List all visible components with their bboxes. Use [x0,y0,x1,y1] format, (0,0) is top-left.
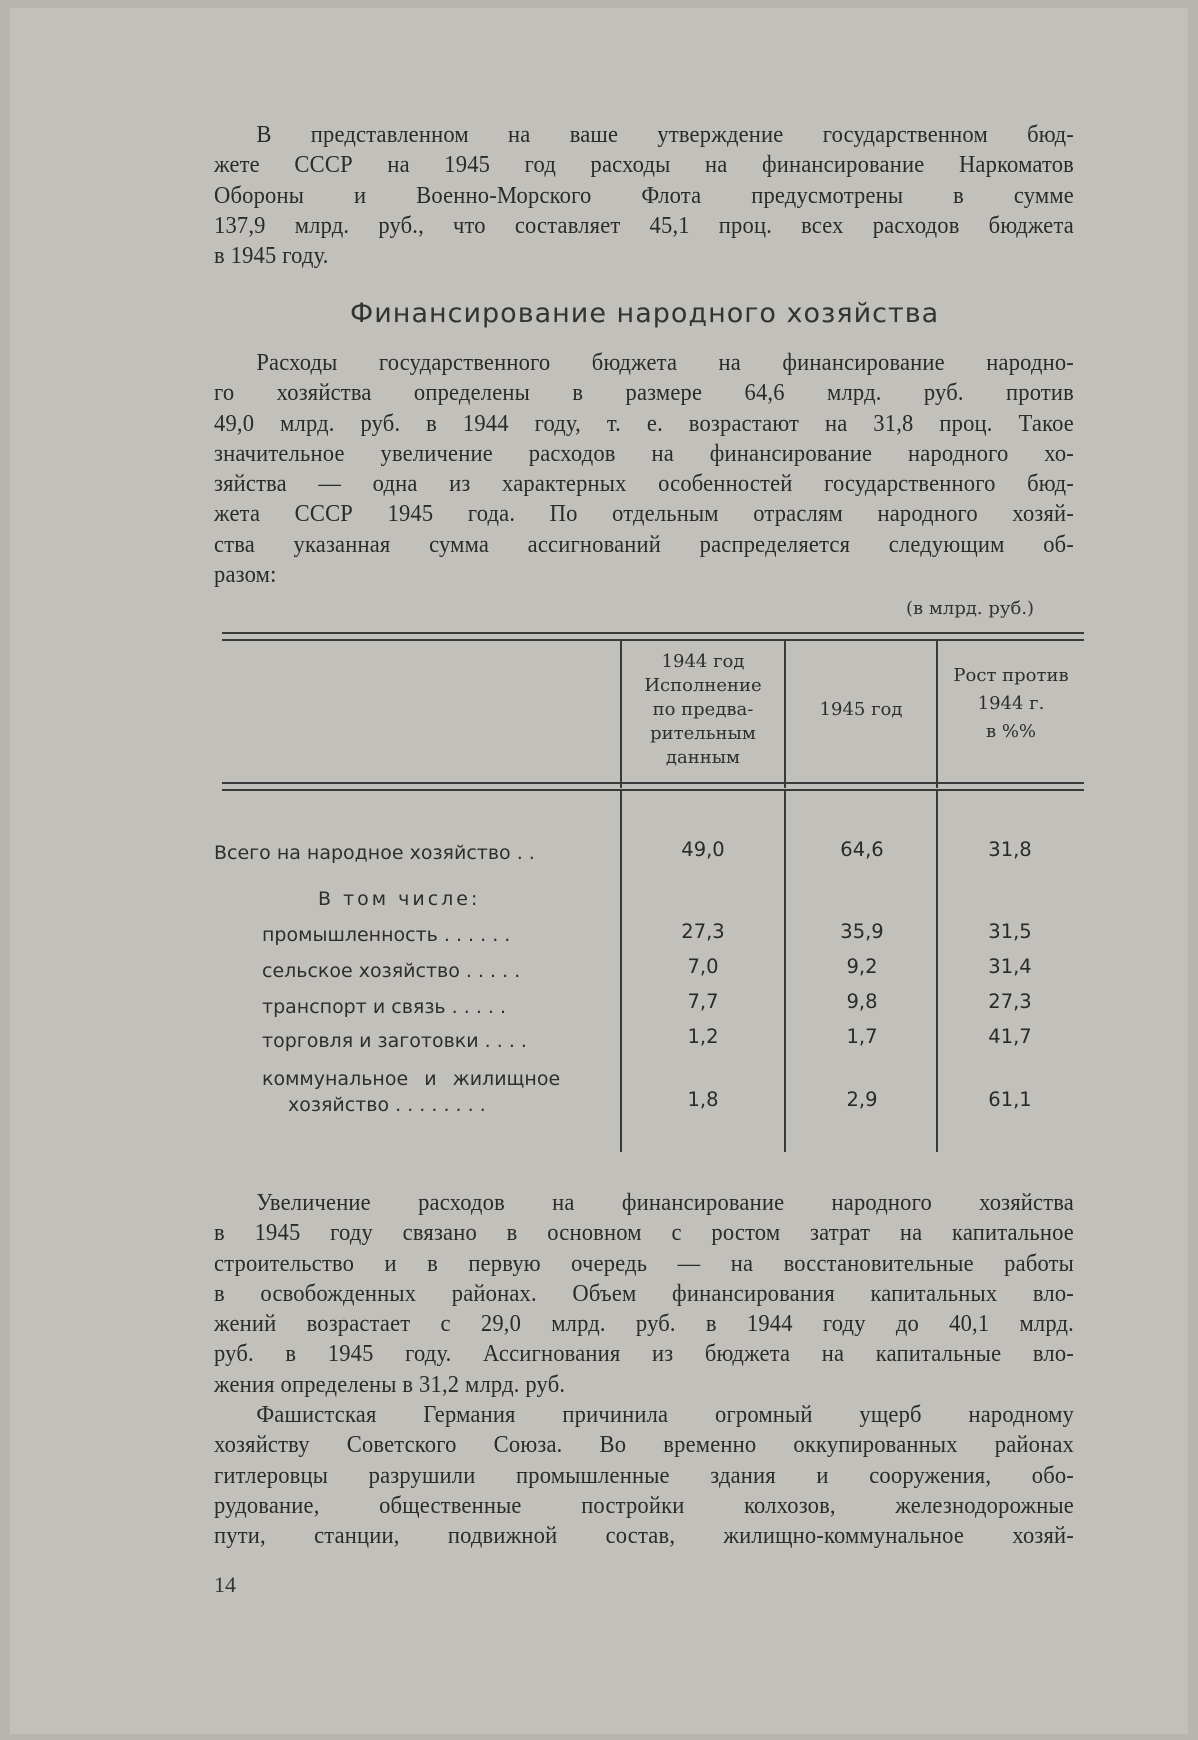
header-line: 1944 год [661,651,745,672]
row-label: сельское хозяйство . . . . . [262,960,521,982]
column-divider [620,790,622,1152]
cell-growth-total: 31,8 [988,838,1032,861]
cell-1945: 1,7 [846,1025,878,1048]
text-line: гитлеровцы разрушили промышленные здания и сооружения, обо- [214,1461,1074,1489]
header-1944 [622,650,784,770]
cell-1944: 27,3 [681,920,725,943]
text-line: в 1945 году связано в основном с ростом затрат на капитальное [214,1219,1074,1247]
text-line: ства указанная сумма ассигнований распределяется следующим об- [214,530,1074,558]
text-line: пути, станции, подвижной состав, жилищно-коммунальное хозяй- [214,1522,1074,1550]
cell-1944: 7,7 [687,990,719,1013]
cell-growth: 27,3 [988,990,1032,1013]
cell-1944: 1,8 [687,1088,719,1111]
text-line: В представленном на ваше утверждение государственном бюд- [256,121,1074,148]
row-label-continued: хозяйство . . . . . . . . [288,1094,486,1116]
header-line: 1944 г. [977,693,1045,714]
cell-1945: 9,2 [846,955,878,978]
text-line: жета СССР 1945 года. По отдельным отраслям народного хозяй- [214,500,1074,528]
text-line: жения определены в 31,2 млрд. руб. [214,1370,566,1398]
text-line: значительное увеличение расходов на финансирование народного хо- [214,439,1074,467]
text-line: жете СССР на 1945 год расходы на финансирование Наркоматов [214,151,1074,179]
paragraph-war-damage [214,1400,1074,1551]
cell-1945-total: 64,6 [840,838,884,861]
text-line: го хозяйства определены в размере 64,6 млрд. руб. против [214,379,1074,407]
row-label-total: Всего на народное хозяйство . . [214,842,535,864]
text-line: хозяйству Советского Союза. Во временно оккупированных районах [214,1431,1074,1459]
cell-growth: 41,7 [988,1025,1032,1048]
row-label: коммунальное и жилищное [262,1068,561,1090]
row-label: промышленность . . . . . . [262,924,511,946]
cell-1945: 35,9 [840,920,884,943]
header-line: Исполнение [644,675,762,696]
text-line: 137,9 млрд. руб., что составляет 45,1 проц. всех расходов бюджета [214,211,1074,239]
row-label: торговля и заготовки . . . . [262,1030,527,1052]
row-label: транспорт и связь . . . . . [262,996,507,1018]
cell-1945: 2,9 [846,1088,878,1111]
cell-1944: 7,0 [687,955,719,978]
text-line: жений возрастает с 29,0 млрд. руб. в 1944 году до 40,1 млрд. [214,1310,1074,1338]
text-line: Фашистская Германия причинила огромный ущерб народному [256,1401,1074,1428]
header-1945: 1945 год [819,699,903,720]
cell-growth: 31,5 [988,920,1032,943]
text-line: разом: [214,561,277,589]
cell-growth: 61,1 [988,1088,1032,1111]
cell-1945: 9,8 [846,990,878,1013]
header-line: рительным [650,723,756,744]
intro-paragraph [214,120,1074,271]
text-line: Увеличение расходов на финансирование народного хозяйства [256,1189,1074,1216]
text-line: строительство и в первую очередь — на восстановительные работы [214,1249,1074,1277]
header-line: в %% [985,721,1037,742]
header-line: по предва- [652,699,754,720]
text-line: 49,0 млрд. руб. в 1944 году, т. е. возрастают на 31,8 проц. Такое [214,409,1074,437]
subheader-including: В том числе: [318,888,481,910]
paragraph-capital-investment [214,1188,1074,1400]
text-line: руб. в 1945 году. Ассигнования из бюджета на капитальные вло- [214,1340,1074,1368]
table-unit-note: (в млрд. руб.) [906,598,1035,619]
section-heading: Финансирование народного хозяйства [350,298,940,329]
page-number: 14 [214,1572,236,1597]
cell-1944: 1,2 [687,1025,719,1048]
text-line: Расходы государственного бюджета на финансирование народно- [256,349,1074,376]
header-line: данным [665,747,741,768]
cell-growth: 31,4 [988,955,1032,978]
header-growth [938,664,1084,744]
table-header-rule [222,782,1084,791]
text-line: Обороны и Военно-Морского Флота предусмотрены в сумме [214,181,1074,209]
column-divider [784,790,786,1152]
text-line: в 1945 году. [214,242,329,270]
text-line: рудование, общественные постройки колхозов, железнодорожные [214,1491,1074,1519]
header-line: Рост против [953,665,1069,686]
cell-1944-total: 49,0 [681,838,725,861]
table-top-rule [222,632,1084,641]
text-line: зяйства — одна из характерных особенностей государственного бюд- [214,470,1074,498]
section-paragraph [214,348,1074,590]
text-line: в освобожденных районах. Объем финансирования капитальных вло- [214,1279,1074,1307]
